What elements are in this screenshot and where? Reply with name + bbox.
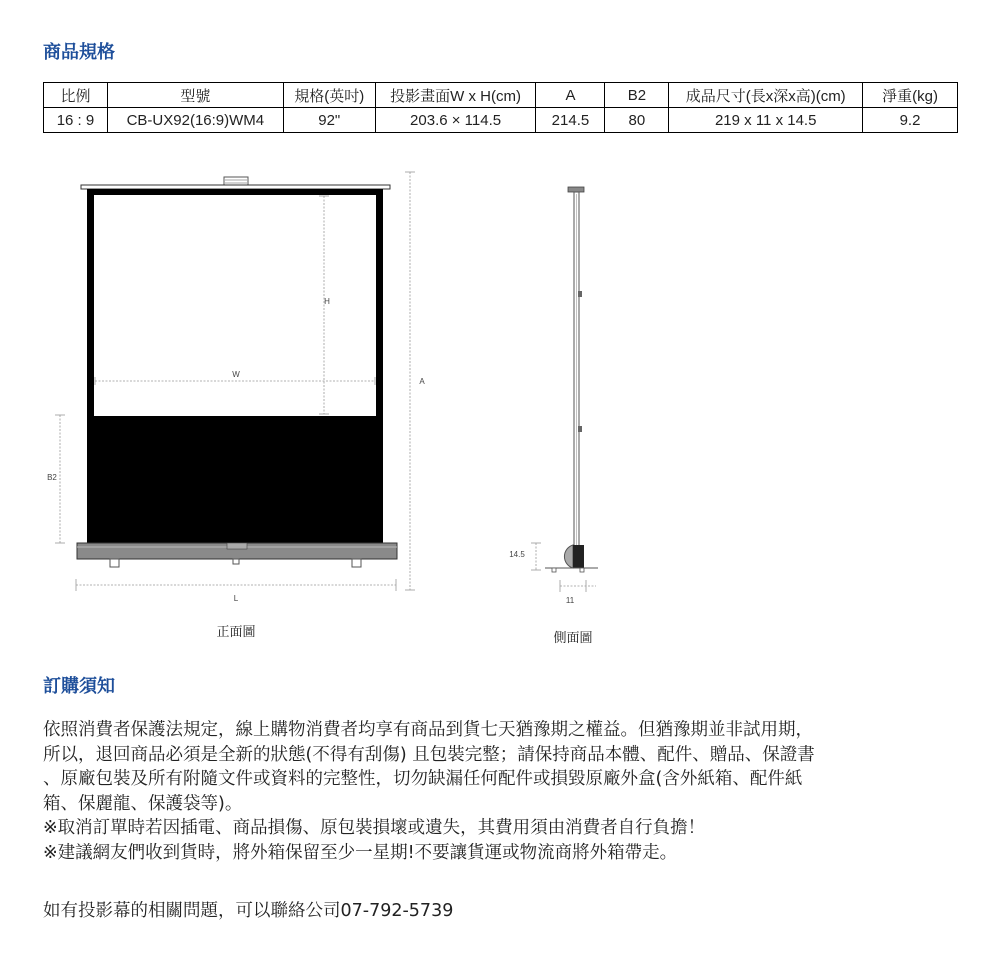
contact-info: 如有投影幕的相關問題，可以聯絡公司07-792-5739	[43, 901, 454, 921]
label-side-depth: 11	[565, 596, 575, 605]
front-caption: 正面圖	[216, 624, 256, 639]
header-weight: 淨重(kg)	[863, 83, 958, 108]
projection-area	[94, 195, 376, 416]
foot-center	[233, 559, 239, 564]
side-clip-lower	[578, 426, 582, 432]
cell-b2: 80	[605, 108, 669, 133]
order-notice	[43, 718, 963, 865]
notice-line: ※建議網友們收到貨時，將外箱保留至少一星期!不要讓貨運或物流商將外箱帶走。	[43, 842, 678, 863]
cell-model: CB-UX92(16:9)WM4	[107, 108, 283, 133]
label-a: A	[419, 377, 425, 386]
cell-weight: 9.2	[863, 108, 958, 133]
notice-line: 依照消費者保護法規定，線上購物消費者均享有商品到貨七天猶豫期之權益。但猶豫期並非試用期，	[43, 720, 813, 740]
header-dimensions: 成品尺寸(長x深x高)(cm)	[669, 83, 863, 108]
notice-line: 箱、保麗龍、保護袋等)。	[43, 793, 243, 814]
label-w: W	[232, 370, 240, 379]
spec-data-row	[44, 108, 958, 133]
cell-ratio: 16 : 9	[44, 108, 108, 133]
spec-header-row	[44, 83, 958, 108]
spec-table	[43, 82, 958, 133]
foot-left	[110, 559, 119, 567]
notice-line: ※取消訂單時若因插電、商品損傷、原包裝損壞或遺失，其費用須由消費者自行負擔！	[43, 818, 706, 838]
side-caption: 側面圖	[553, 630, 593, 645]
foot-right	[352, 559, 361, 567]
label-h: H	[324, 297, 330, 306]
side-top-cap	[568, 187, 584, 192]
label-l: L	[233, 594, 239, 603]
front-view	[47, 172, 425, 639]
notice-line: 所以，退回商品必須是全新的狀態(不得有刮傷) 且包裝完整；請保持商品本體、配件、贈品、保證書	[43, 744, 815, 765]
cell-size: 92"	[283, 108, 375, 133]
header-ratio: 比例	[44, 83, 108, 108]
cell-dimensions: 219 x 11 x 14.5	[669, 108, 863, 133]
notice-line: 、原廠包裝及所有附隨文件或資料的完整性，切勿缺漏任何配件或損毀原廠外盒(含外紙箱、配件紙	[43, 769, 803, 789]
header-size: 規格(英吋)	[283, 83, 375, 108]
header-b2: B2	[605, 83, 669, 108]
side-base-curve	[564, 545, 573, 568]
side-base-block	[573, 545, 584, 568]
side-clip-upper	[578, 291, 582, 297]
cell-screen: 203.6 × 114.5	[375, 108, 536, 133]
product-diagram	[0, 160, 1000, 650]
cell-a: 214.5	[536, 108, 605, 133]
order-heading: 訂購須知	[43, 676, 115, 697]
label-b2: B2	[47, 473, 57, 482]
header-a: A	[536, 83, 605, 108]
side-view	[509, 187, 598, 645]
label-side-height: 14.5	[509, 550, 525, 559]
header-screen: 投影畫面W x H(cm)	[375, 83, 536, 108]
header-model: 型號	[107, 83, 283, 108]
top-bar	[81, 185, 390, 189]
spec-heading: 商品規格	[43, 42, 115, 63]
